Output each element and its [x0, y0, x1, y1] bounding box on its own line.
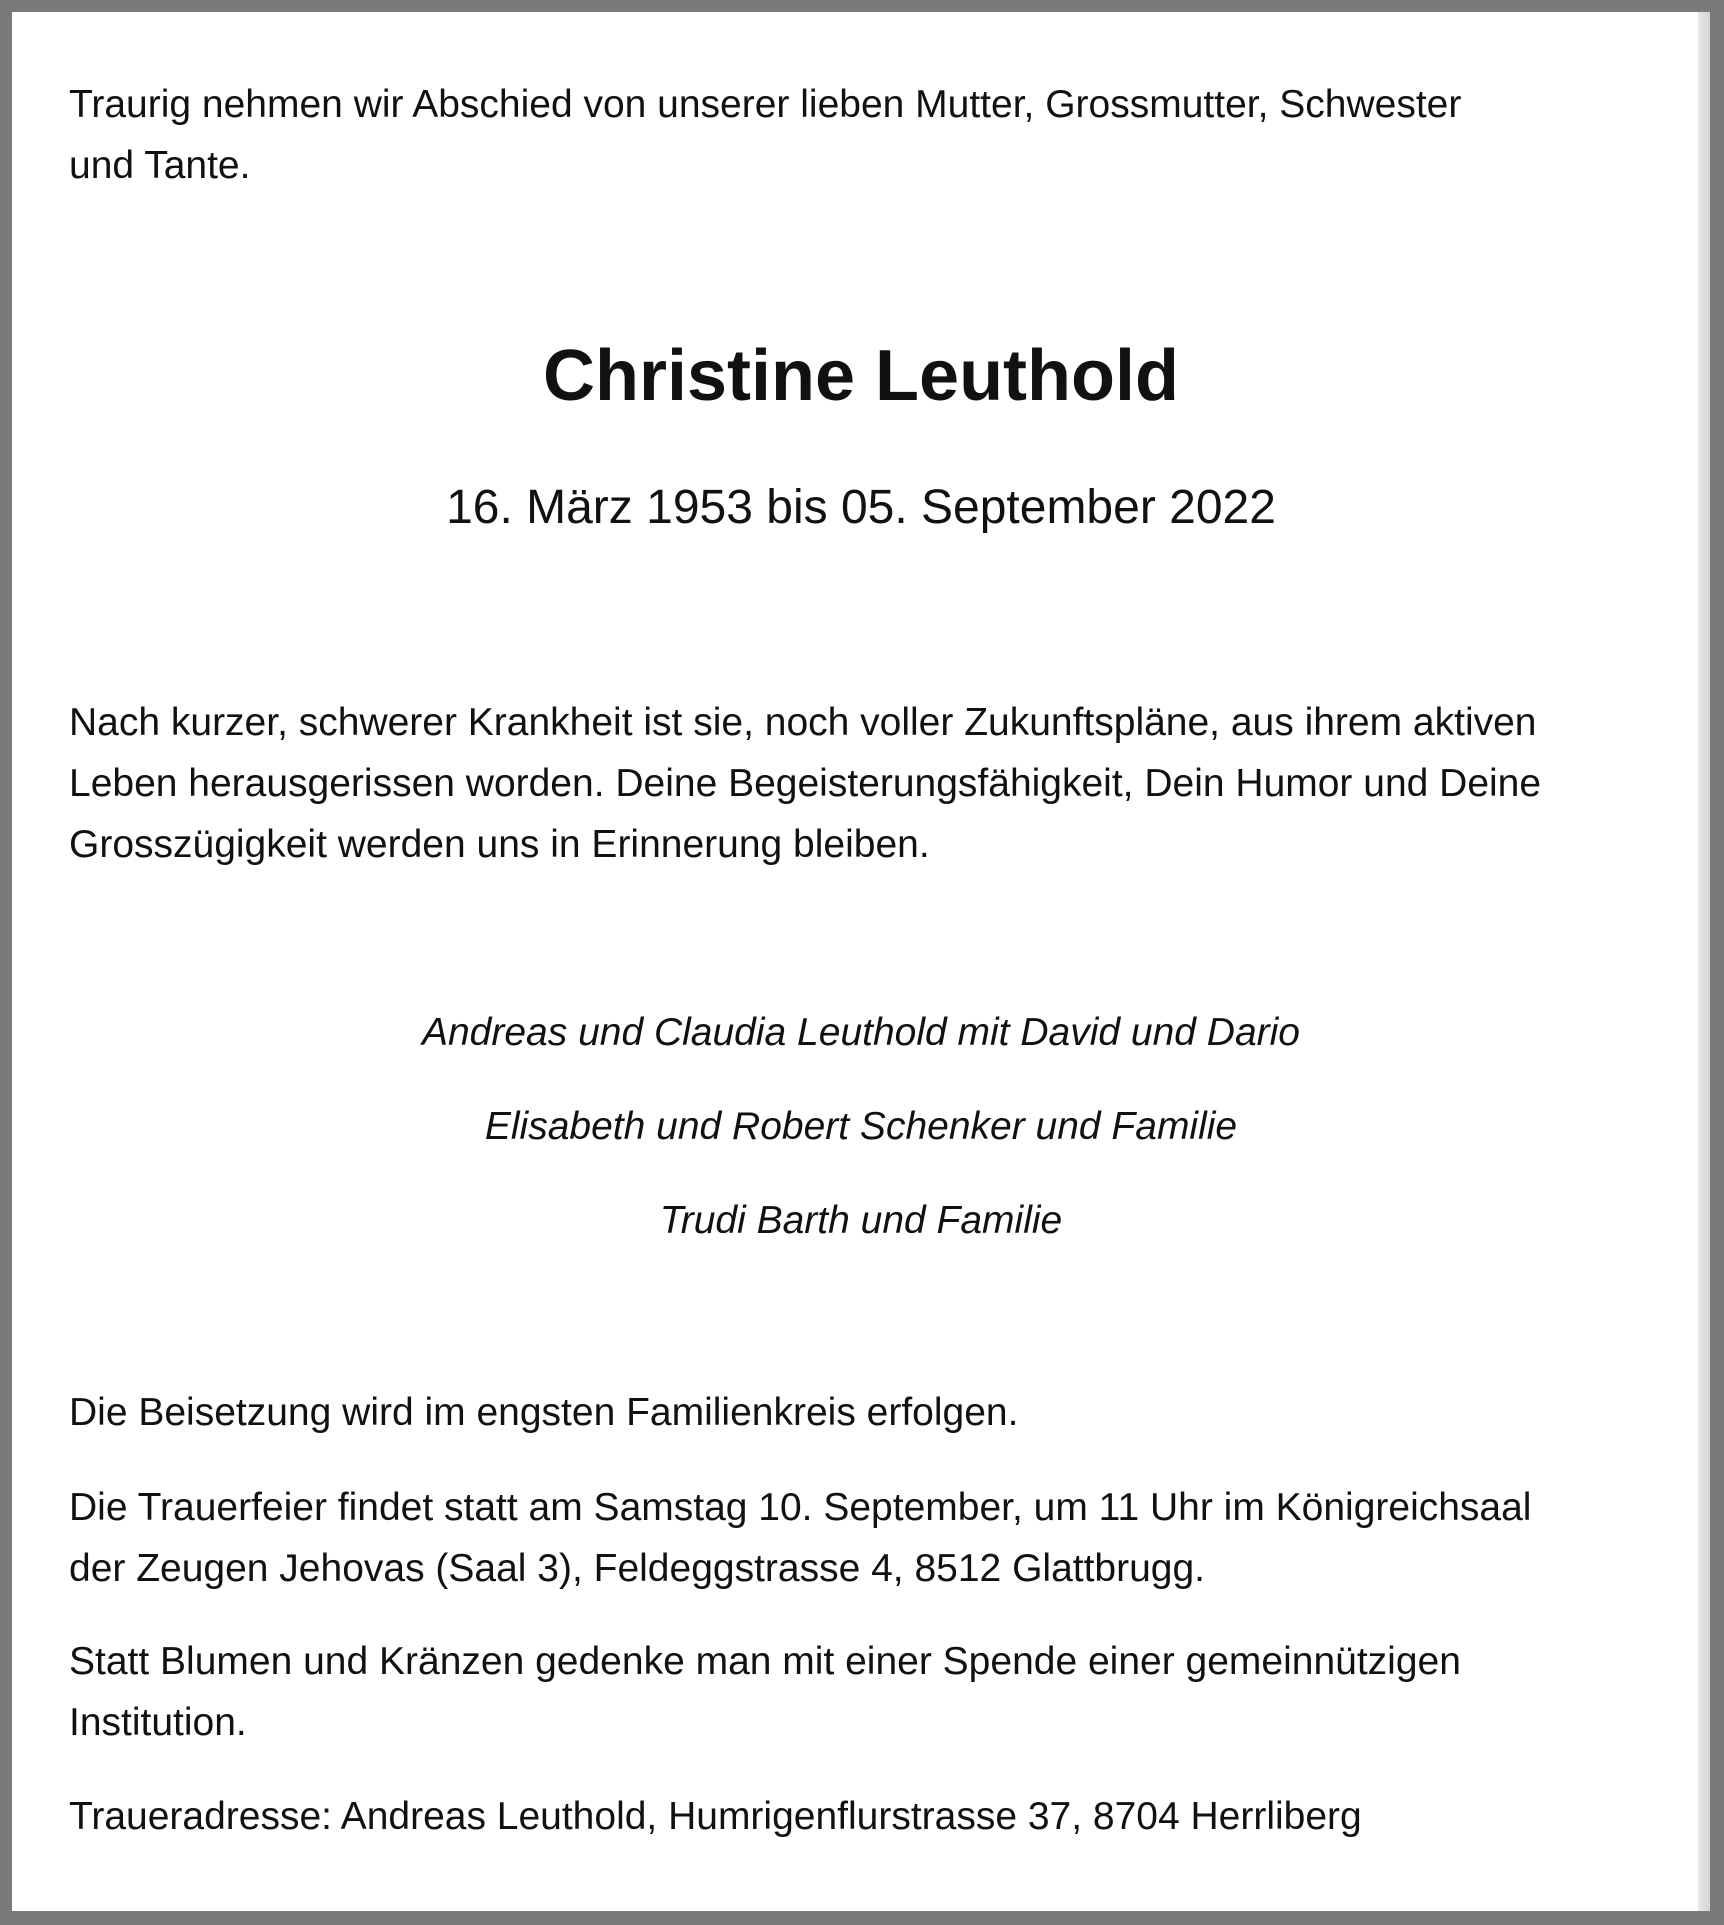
mourner-entry: Elisabeth und Robert Schenker und Familie [484, 1105, 1238, 1148]
mourning-address: Traueradresse: Andreas Leuthold, Humrigenflurstrasse 37, 8704 Herrliberg [69, 1795, 1362, 1838]
donation-line-1: Statt Blumen und Kränzen gedenke man mit einer Spende einer gemeinnützigen [69, 1640, 1461, 1683]
tribute-line-1: Nach kurzer, schwerer Krankheit ist sie, noch voller Zukunftspläne, aus ihrem aktiven [69, 701, 1537, 744]
intro-line-2: und Tante. [69, 144, 251, 187]
burial-notice: Die Beisetzung wird im engsten Familienkreis erfolgen. [69, 1391, 1019, 1434]
service-line-2: der Zeugen Jehovas (Saal 3), Feldeggstrasse 4, 8512 Glattbrugg. [69, 1547, 1206, 1590]
mourner-entry: Trudi Barth und Familie [659, 1199, 1063, 1242]
tribute-line-2: Leben herausgerissen worden. Deine Begeisterungsfähigkeit, Dein Humor und Deine [69, 762, 1542, 805]
donation-line-2: Institution. [69, 1701, 247, 1744]
life-dates: 16. März 1953 bis 05. September 2022 [446, 481, 1276, 534]
tribute-line-3: Grosszügigkeit werden uns in Erinnerung bleiben. [69, 823, 930, 866]
intro-line-1: Traurig nehmen wir Abschied von unserer lieben Mutter, Grossmutter, Schwester [69, 83, 1462, 126]
service-line-1: Die Trauerfeier findet statt am Samstag 10. September, um 11 Uhr im Königreichsaal [69, 1486, 1532, 1529]
mourner-entry: Andreas und Claudia Leuthold mit David und Dario [421, 1011, 1301, 1054]
obituary-page [12, 12, 1710, 1911]
deceased-name: Christine Leuthold [543, 336, 1179, 416]
